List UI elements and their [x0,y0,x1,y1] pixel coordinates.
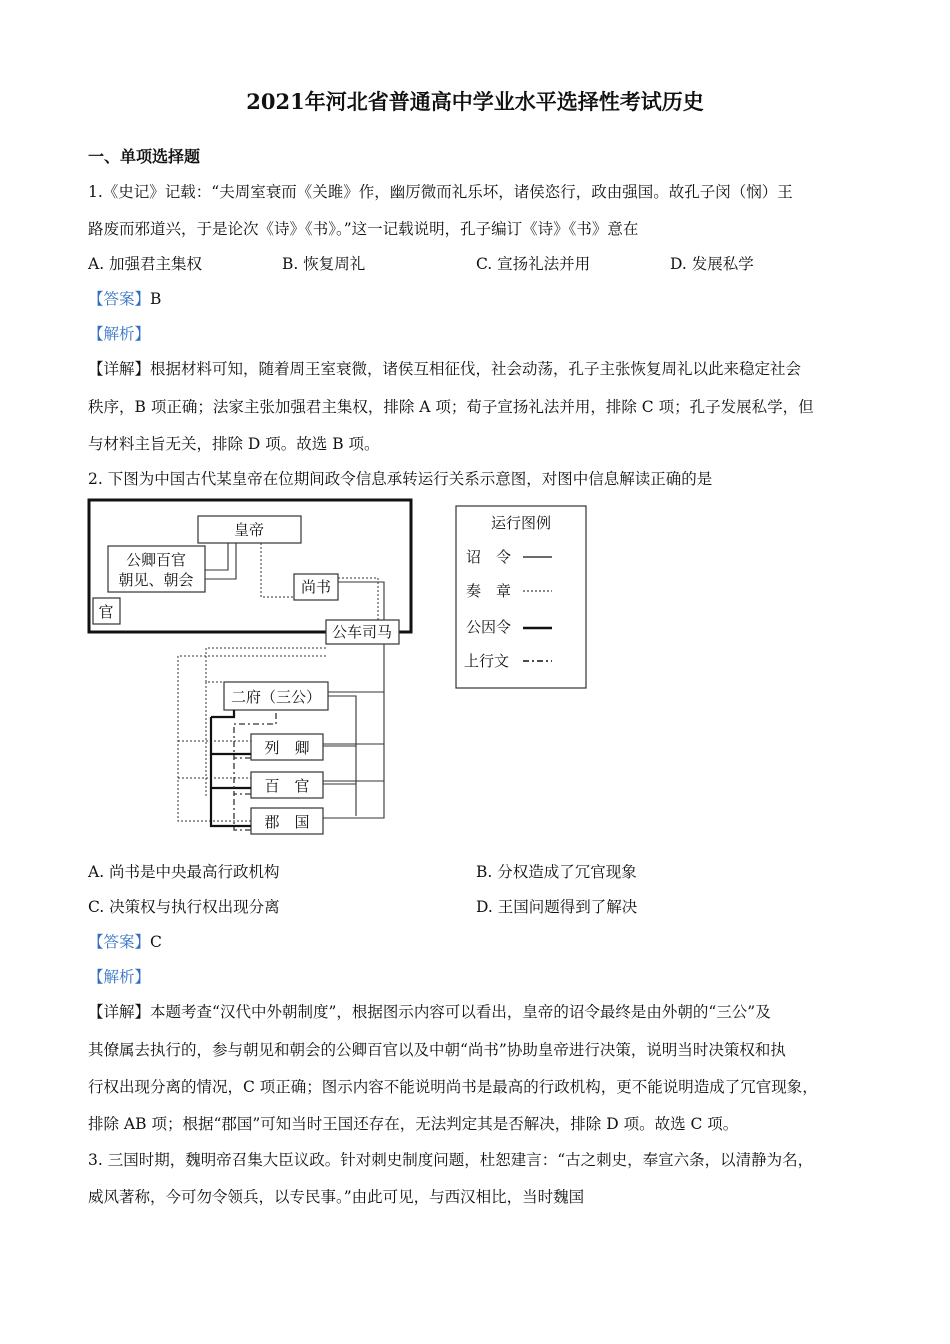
q3-stem-line2: 威风著称，今可勿令领兵，以专民事。”由此可见，与西汉相比，当时魏国 [88,1188,585,1206]
answer-tag: 【答案】 [88,290,151,308]
q1-answer [88,289,161,309]
shangshu-label: 尚书 [300,578,332,596]
q1-stem-line1: 1.《史记》记载：“夫周室衰而《关雎》作，幽厉微而礼乐坏，诸侯恣行，政由强国。故孔子闵（悯）王 [88,183,793,201]
q2-detail-line2: 其僚属去执行的，参与朝见和朝会的公卿百官以及中朝“尚书”协助皇帝进行决策，说明当时决策权和执 [88,1041,786,1059]
detail-tag: 【详解】 [88,1003,151,1021]
q1-option-d: D. 发展私学 [670,255,754,273]
legend-title: 运行图例 [490,514,552,532]
q1-stem-line2: 路废而邪道兴，于是论次《诗》《书》。”这一记载说明，孔子编订《诗》《书》意在 [88,220,639,238]
officials-label-1: 公卿百官 [125,551,187,569]
q3-stem-line1: 3. 三国时期，魏明帝召集大臣议政。针对刺史制度问题，杜恕建言：“古之刺史，奉宣六条，以清静为名， [88,1151,814,1169]
q1-option-c: C. 宣扬礼法并用 [476,255,591,273]
legend-memorial-label: 奏 章 [466,582,512,600]
q2-option-b: B. 分权造成了冗官现象 [476,863,637,881]
legend-upward-label: 上行文 [464,652,510,670]
legend-order-label: 公因令 [466,618,512,636]
q2-stem: 2. 下图为中国古代某皇帝在位期间政令信息承转运行关系示意图，对图中信息解读正确的是 [88,470,713,488]
q2-analysis-tag: 【解析】 [88,968,151,986]
q2-answer [88,932,162,952]
detail-text: 根据材料可知，随着周王室衰微，诸侯互相征伐，社会动荡，孔子主张恢复周礼以此来稳定社会 [150,360,802,378]
legend-edict-label: 诏 令 [466,548,512,566]
erfu-label: 二府（三公） [230,688,322,706]
q1-detail-line1 [88,359,801,379]
detail-tag: 【详解】 [88,360,151,378]
q2-detail-line1 [88,1002,771,1022]
q2-option-d: D. 王国问题得到了解决 [476,898,638,916]
answer-value: C [150,933,162,951]
answer-value: B [150,290,162,308]
lieqing-label: 列 卿 [264,739,310,757]
gongche-label: 公车司马 [331,623,393,641]
q1-detail-line3: 与材料主旨无关，排除 D 项。故选 B 项。 [88,435,380,453]
inner-court-label: 官 [98,603,114,621]
q1-option-a: A. 加强君主集权 [88,255,203,273]
q2-detail-line3: 行权出现分离的情况，C 项正确；图示内容不能说明尚书是最高的行政机构，更不能说明造成了冗官现象， [88,1078,818,1096]
baiguan-label: 百 官 [264,777,310,795]
q2-option-c: C. 决策权与执行权出现分离 [88,898,280,916]
answer-tag: 【答案】 [88,933,151,951]
public-order-lines [211,710,251,826]
officials-label-2: 朝见、朝会 [118,571,194,589]
detail-text: 本题考查“汉代中外朝制度”，根据图示内容可以看出，皇帝的诏令最终是由外朝的“三公”及 [150,1003,771,1021]
q1-option-b: B. 恢复周礼 [282,255,366,273]
page-title: 2021年河北省普通高中学业水平选择性考试历史 [246,89,704,114]
q1-analysis-tag: 【解析】 [88,325,151,343]
q2-detail-line4: 排除 AB 项；根据“郡国”可知当时王国还存在，无法判定其是否解决，排除 D 项。故选 C 项。 [88,1115,739,1133]
section-heading: 一、单项选择题 [88,147,201,166]
q2-option-a: A. 尚书是中央最高行政机构 [88,863,280,881]
junguo-label: 郡 国 [264,813,310,831]
emperor-label: 皇帝 [233,521,265,539]
q2-diagram [86,496,596,846]
q1-detail-line2: 秩序，B 项正确；法家主张加强君主集权，排除 A 项；荀子宣扬礼法并用，排除 C 项；孔子发展私学，但 [88,398,814,416]
